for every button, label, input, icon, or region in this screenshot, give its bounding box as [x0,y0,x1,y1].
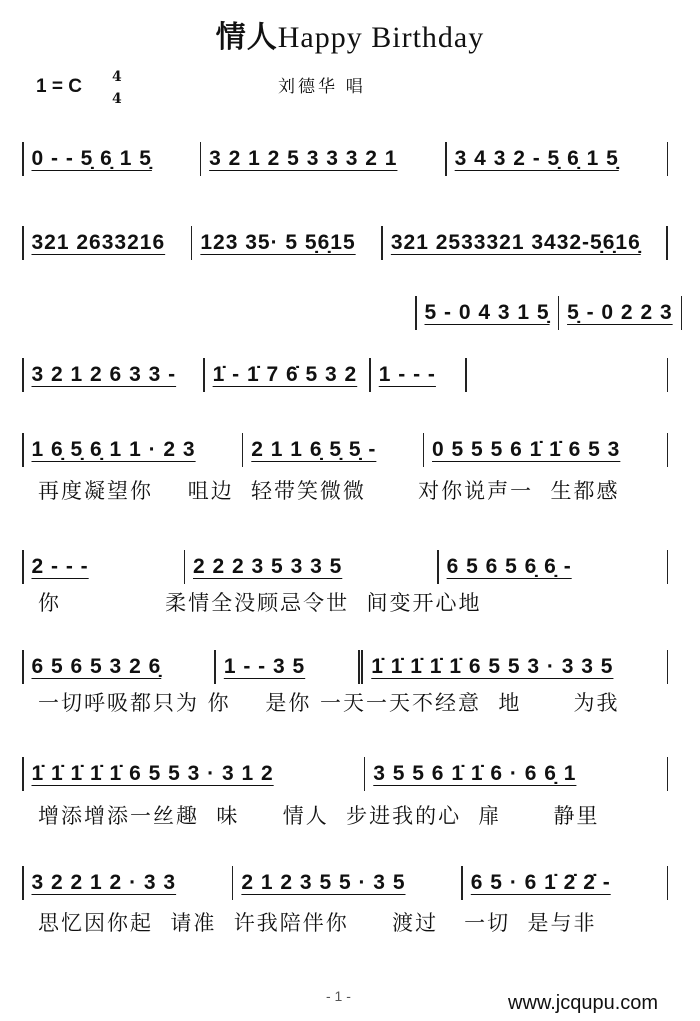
measure: 3 2 1 2 5 3 3 3 2 1 [209,147,398,170]
singer: 刘德华 唱 [278,77,366,96]
staff-row [22,550,668,584]
time-top: 4 [112,69,122,85]
measure: 2 1 2 3 5 5 · 3 5 [241,871,406,894]
measure: 1̇ 1̇ 1̇ 1̇ 1̇ 6 5 5 3 · 3 1 2 [31,762,274,785]
song-title [0,12,700,56]
barline [667,433,669,467]
barline [667,550,669,584]
staff-row [22,433,668,467]
staff-row [22,142,668,176]
measure: 3 2 2 1 2 · 3 3 [31,871,177,894]
measure: 0 5 5 5 6 1̇ 1̇ 6 5 3 [432,438,621,461]
measure: 3 2 1 2 6 3 3 - [31,363,177,386]
measure: 321 2633216 [31,231,166,254]
key-signature: 1 = C [36,76,82,97]
barline [667,757,669,791]
measure: 1̇ 1̇ 1̇ 1̇ 1̇ 6 5 5 3 · 3 3 5 [371,655,614,678]
staff-row [22,757,668,791]
measure: 123 35· 5 5̣6̣15 [200,231,356,254]
lyrics-line: 一切呼吸都只为 你 是你 一天一天不经意 地 为我 [38,691,620,715]
barline [667,142,669,176]
staff-row [22,226,668,260]
measure: 2 - - - [31,555,89,578]
measure: 1 - - - [378,363,436,386]
measure: 5 - 0 4 3 1 5̣ [424,301,550,324]
measure: 1̇ - 1̇ 7 6̇ 5 3 2 [212,363,358,386]
watermark: www.jcqupu.com [508,992,659,1014]
measure: 0 - - 5̣ 6̣ 1 5̣ [31,147,152,170]
measure: 6 5 6 5 3 2 6̣ [31,655,162,678]
lyrics-line: 你 柔情全没顾忌令世 间变开心地 [38,591,482,615]
lyrics-line: 增添增添一丝趣 味 情人 步进我的心 扉 静里 [38,804,600,828]
measure: 6 5 6 5 6̣ 6̣ - [446,555,572,578]
lyrics-line: 再度凝望你 咀边 轻带笑微微 对你说声一 生都感 [38,479,620,503]
measure: 1 - - 3 5 [223,655,306,678]
title-chinese: 情人 [215,20,278,55]
measure: 3 5 5 6 1̇ 1̇ 6 · 6 6̣ 1 [373,762,577,785]
time-signature [112,66,122,110]
barline [667,866,669,900]
measure: 2 2 2 3 5 3 3 5 [193,555,343,578]
measure: 3 4 3 2 - 5̣ 6̣ 1 5̣ [454,147,619,170]
barline [681,296,683,330]
measure: 5̣ - 0 2 2 3 [567,301,673,324]
staff-row [22,358,668,392]
barline [465,358,467,392]
staff-row [22,650,668,684]
measure: 1 6̣ 5̣ 6̣ 1 1 · 2 3 [31,438,196,461]
measure: 321 2533321 3432-5̣6̣16̣ [390,231,641,254]
time-bottom: 4 [112,91,122,107]
staff-row [415,296,673,330]
measure: 6 5 · 6 1̇ 2̇ 2̇ - [470,871,611,894]
title-english: Happy Birthday [277,21,485,54]
measure: 2 1 1 6̣ 5̣ 5̣ - [251,438,377,461]
staff-row [22,866,668,900]
lyrics-line: 思忆因你起 请准 许我陪伴你 渡过 一切 是与非 [38,911,597,935]
barline [667,650,669,684]
barline [667,358,669,392]
barline [666,226,668,260]
page-number: - 1 - [326,988,351,1004]
